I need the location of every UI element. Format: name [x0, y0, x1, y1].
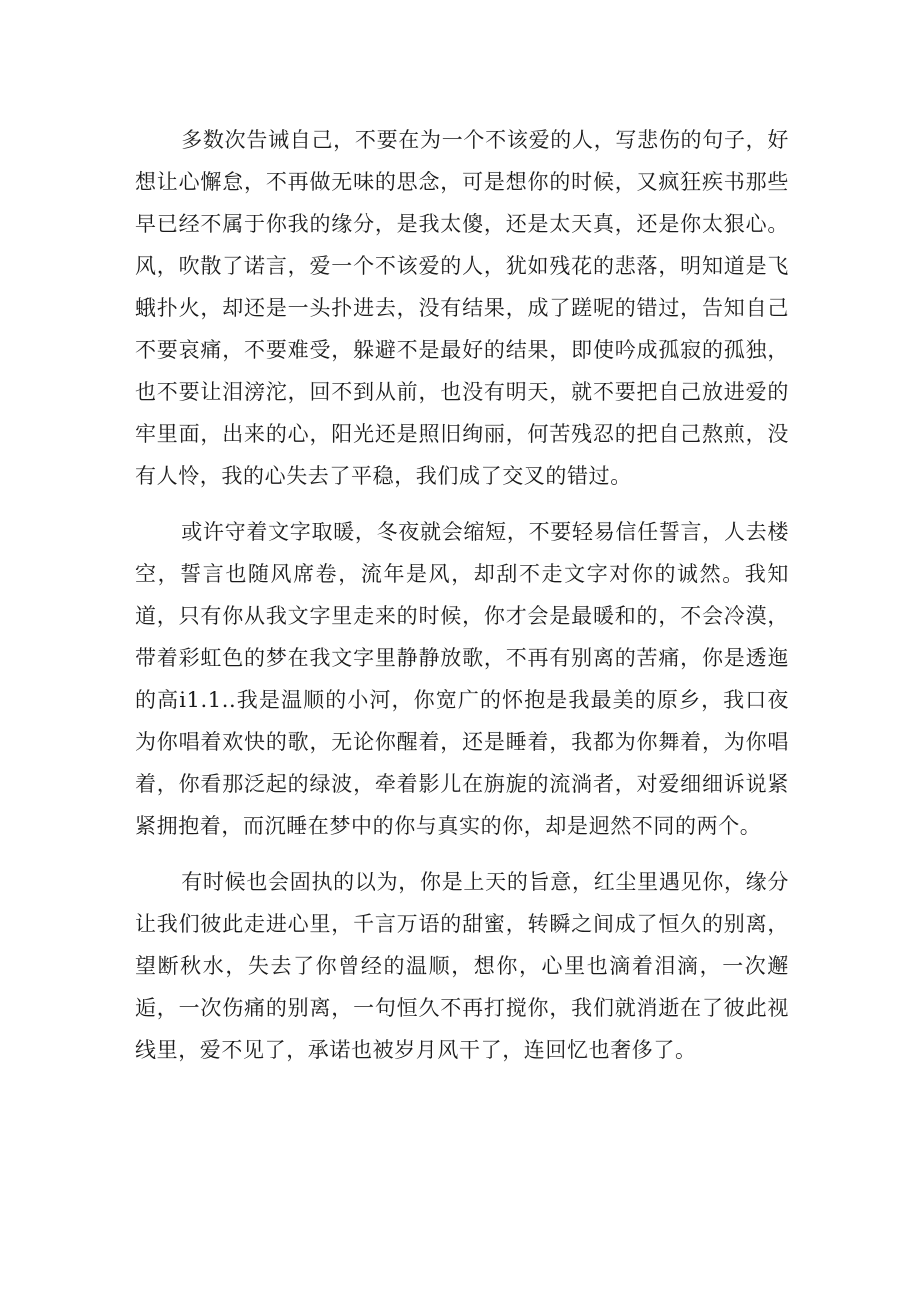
document-body: [135, 119, 789, 1085]
paragraph-2: 或许守着文字取暖，冬夜就会缩短，不要轻易信任誓言，人去楼空，誓言也随风席卷，流年是风，却刮不走文字对你的诚然。我知道，只有你从我文字里走来的时候，你才会是最暖和的，不会冷漠，带着彩虹色的梦在我文字里静静放歌，不再有别离的苦痛，你是透迤的高i1.1..我是温顺的小河，你宽广的怀抱是我最美的原乡，我口夜为你唱着欢快的歌，无论你醒着，还是睡着，我都为你舞着，为你唱着，你看那泛起的绿波，牵着影儿在旃旎的流淌者，对爱细细诉说紧紧拥抱着，而沉睡在梦中的你与真实的你，却是迥然不同的两个。: [135, 520, 789, 838]
paragraph-1: 多数次告诫自己，不要在为一个不该爱的人，写悲伤的句子，好想让心懈怠，不再做无味的思念，可是想你的时候，又疯狂疾书那些早已经不属于你我的缘分，是我太傻，还是太天真，还是你太狠心。风，吹散了诺言，爱一个不该爱的人，犹如残花的悲落，明知道是飞蛾扑火，却还是一头扑进去，没有结果，成了蹉呢的错过，告知自己不要哀痛，不要难受，躲避不是最好的结果，即使吟成孤寂的孤独，也不要让泪滂沱，回不到从前，也没有明天，就不要把自己放进爱的牢里面，出来的心，阳光还是照旧绚丽，何苦残忍的把自己熬煎，没有人怜，我的心失去了平稳，我们成了交叉的错过。: [135, 128, 789, 488]
paragraph-3: 有时候也会固执的以为，你是上天的旨意，红尘里遇见你，缘分让我们彼此走进心里，千言万语的甜蜜，转瞬之间成了恒久的别离，望断秋水，失去了你曾经的温顺，想你，心里也滴着泪滴，一次邂逅，一次伤痛的别离，一句恒久不再打搅你，我们就消逝在了彼此视线里，爱不见了，承诺也被岁月风干了，连回忆也奢侈了。: [135, 870, 789, 1062]
